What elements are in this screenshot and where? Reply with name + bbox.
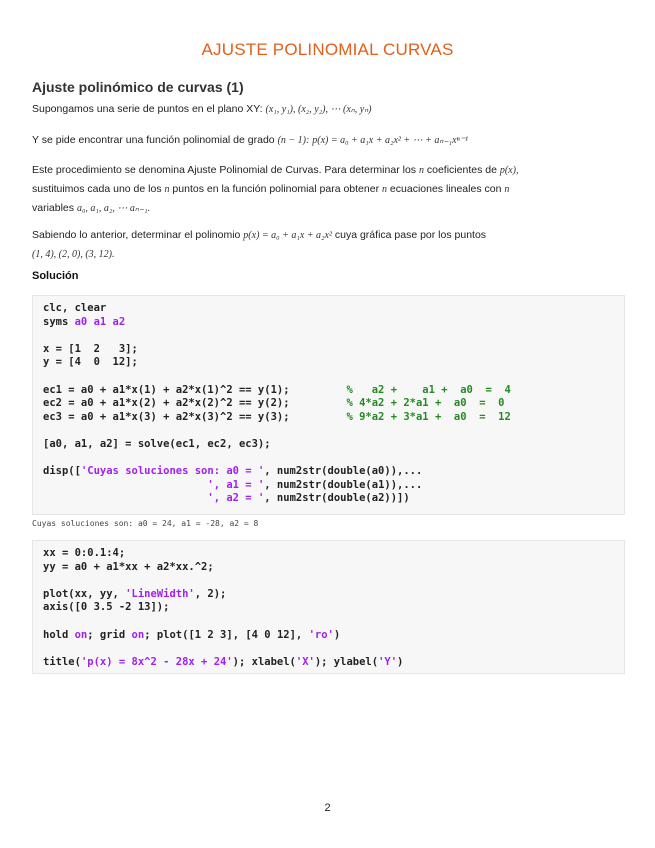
code-token: a0 a1 a2 [74, 315, 126, 328]
code-comment: % 4*a2 + 2*a1 + a0 = 0 [346, 397, 505, 410]
code-token: ec2 = a0 + a1*x(2) + a2*x(2)^2 == y(2); [43, 397, 347, 410]
code-token: syms [43, 315, 75, 328]
paragraph-text: cuya gráfica pase por los puntos [334, 229, 487, 241]
code-line: yy = a0 + a1*xx + a2*xx.^2; [43, 560, 214, 573]
math-points: (x₁, y₁), (x₂, y₂), ⋯ (xₙ, yₙ) [265, 104, 372, 115]
paragraph-text: Y se pide encontrar una función polinomial de grado [32, 134, 275, 146]
code-line [43, 492, 624, 506]
math-px: p(x), [499, 165, 519, 176]
code-line [43, 588, 624, 602]
math-variables: a₀, a₁, a₂, ⋯ aₙ₋₁. [76, 203, 151, 214]
paragraph-procedure [32, 161, 622, 218]
page-number: 2 [324, 802, 331, 814]
code-line: y = [4 0 12]; [43, 356, 138, 369]
code-token: ) [397, 655, 404, 668]
code-line: xx = 0:0.1:4; [43, 547, 126, 559]
code-token: ) [333, 628, 341, 641]
code-keyword: on [131, 628, 145, 641]
code-string: 'X' [295, 655, 315, 668]
code-line [43, 629, 624, 643]
math-given-points: (1, 4), (2, 0), (3, 12). [32, 249, 115, 260]
paragraph-points [32, 100, 622, 119]
code-indent [43, 479, 207, 491]
code-block-solve [32, 295, 625, 515]
paragraph-text: ecuaciones lineales con [389, 183, 502, 195]
code-blank-line [43, 370, 624, 384]
code-token: ec1 = a0 + a1*x(1) + a2*x(1)^2 == y(1); [43, 383, 347, 396]
code-token: plot(xx, yy, [43, 587, 126, 600]
code-token: ); ylabel( [314, 655, 379, 668]
code-blank-line [43, 642, 624, 656]
code-string: 'p(x) = 8x^2 - 28x + 24' [80, 655, 233, 668]
code-token: disp([ [43, 465, 81, 478]
paragraph-text: Este procedimiento se denomina Ajuste Polinomial de Curvas. Para determinar los [32, 164, 417, 176]
code-token: hold [43, 628, 75, 641]
code-blank-line [43, 615, 624, 629]
code-line: clc, clear [43, 302, 107, 314]
code-comment: % a2 + a1 + a0 = 4 [346, 383, 511, 396]
code-line: [a0, a1, a2] = solve(ec1, ec2, ec3); [43, 437, 271, 450]
code-block-plot [32, 540, 625, 674]
code-string: 'Cuyas soluciones son: a0 = ' [80, 465, 265, 478]
paragraph-task [32, 226, 622, 264]
code-blank-line [43, 452, 624, 466]
code-comment: % 9*a2 + 3*a1 + a0 = 12 [346, 410, 511, 423]
code-line: axis([0 3.5 -2 13]); [43, 601, 170, 614]
code-string: 'LineWidth' [125, 587, 195, 600]
code-blank-line [43, 424, 624, 438]
code-string: ', a2 = ' [207, 492, 265, 505]
code-line [43, 656, 624, 670]
paragraph-text: Supongamos una serie de puntos en el plano XY: [32, 103, 263, 115]
code-line [43, 397, 624, 411]
command-output: Cuyas soluciones son: a0 = 24, a1 = -28, a2 = 8 [32, 519, 259, 528]
solution-label: Solución [32, 270, 79, 282]
math-n: n [504, 184, 510, 195]
code-blank-line [43, 329, 624, 343]
code-line [43, 316, 624, 330]
section-title: Ajuste polinómico de curvas (1) [32, 79, 244, 95]
code-token: ec3 = a0 + a1*x(3) + a2*x(3)^2 == y(3); [43, 410, 347, 423]
code-token: ); xlabel( [232, 655, 296, 668]
paragraph-text: puntos en la función polinomial para obtener [172, 183, 380, 195]
paragraph-polynomial [32, 131, 622, 150]
code-line [43, 384, 624, 398]
code-token: , num2str(double(a2))]) [264, 492, 410, 505]
math-polynomial: p(x) = a₀ + a₁x + a₂x² + ⋯ + aₙ₋₁xⁿ⁻¹ [312, 135, 468, 146]
paragraph-text: sustituimos cada uno de los [32, 183, 162, 195]
paragraph-text: coeficientes de [426, 164, 497, 176]
paragraph-text: variables [32, 202, 75, 214]
code-line [43, 465, 624, 479]
code-keyword: on [74, 628, 88, 641]
code-string: ', a1 = ' [207, 478, 265, 491]
math-n: n [418, 165, 424, 176]
math-n: n [164, 184, 170, 195]
code-blank-line [43, 574, 624, 588]
code-string: 'Y' [378, 655, 398, 668]
code-indent [43, 492, 207, 504]
code-string: 'ro' [308, 628, 334, 641]
code-line [43, 479, 624, 493]
code-token: , num2str(double(a1)),... [264, 478, 423, 491]
code-token: ; plot([1 2 3], [4 0 12], [144, 628, 309, 641]
math-degree: (n − 1): [277, 135, 310, 146]
paragraph-text: Sabiendo lo anterior, determinar el polinomio [32, 229, 241, 241]
code-token: title( [43, 655, 81, 668]
code-token: , num2str(double(a0)),... [264, 465, 423, 478]
code-line [43, 411, 624, 425]
math-n: n [382, 184, 387, 195]
code-token: ; grid [87, 628, 132, 641]
math-polynomial: p(x) = a₀ + a₁x + a₂x² [243, 230, 332, 241]
code-token: , 2); [194, 587, 227, 600]
code-line: x = [1 2 3]; [43, 342, 138, 355]
page-title: AJUSTE POLINOMIAL CURVAS [201, 40, 454, 59]
